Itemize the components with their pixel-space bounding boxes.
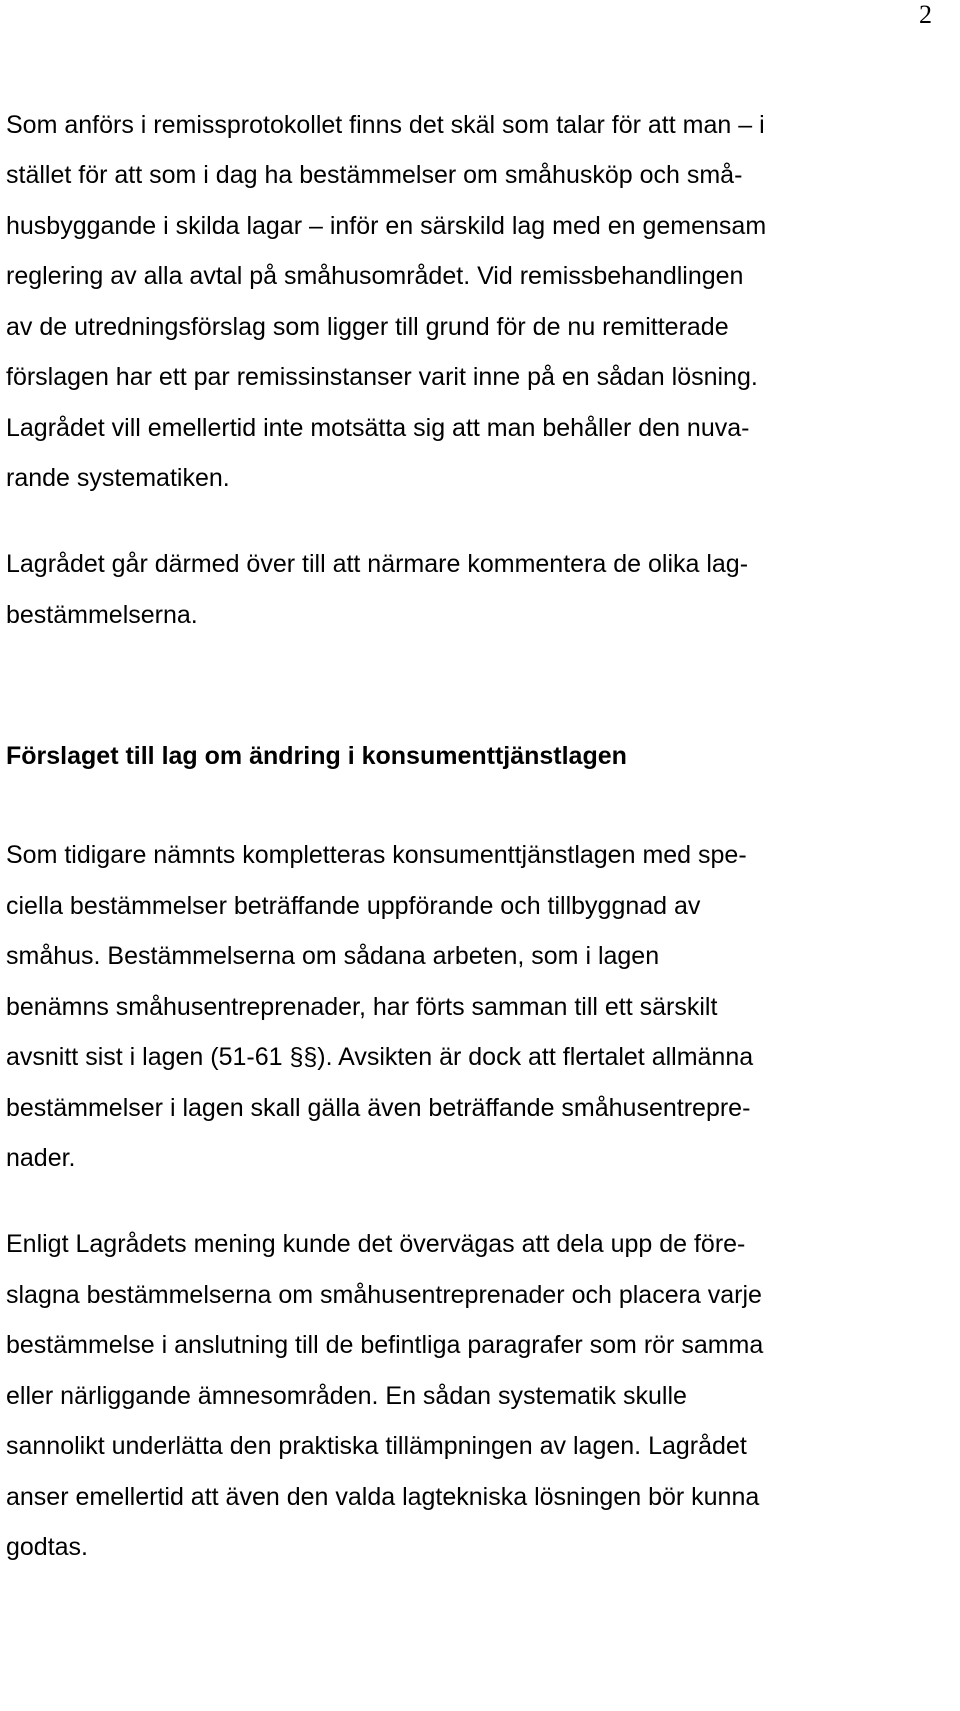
- text-line: rande systematiken.: [6, 464, 230, 492]
- section-heading: Förslaget till lag om ändring i konsumenttjänstlagen: [6, 742, 627, 770]
- text-line: bestämmelserna.: [6, 601, 198, 629]
- text-line: slagna bestämmelserna om småhusentreprenader och placera varje: [6, 1281, 762, 1309]
- text-line: småhus. Bestämmelserna om sådana arbeten, som i lagen: [6, 942, 660, 970]
- text-line: Som anförs i remissprotokollet finns det skäl som talar för att man – i: [6, 111, 765, 139]
- text-line: bestämmelser i lagen skall gälla även beträffande småhusentrepre-: [6, 1094, 751, 1122]
- text-line: ciella bestämmelser beträffande uppförande och tillbyggnad av: [6, 892, 701, 920]
- text-line: anser emellertid att även den valda lagtekniska lösningen bör kunna: [6, 1483, 760, 1511]
- text-line: eller närliggande ämnesområden. En sådan systematik skulle: [6, 1382, 687, 1410]
- text-line: bestämmelse i anslutning till de befintliga paragrafer som rör samma: [6, 1331, 764, 1359]
- text-line: Som tidigare nämnts kompletteras konsumenttjänstlagen med spe-: [6, 841, 747, 869]
- page-number: 2: [919, 0, 932, 29]
- text-line: avsnitt sist i lagen (51-61 §§). Avsikten är dock att flertalet allmänna: [6, 1043, 754, 1071]
- text-line: stället för att som i dag ha bestämmelser om småhusköp och små-: [6, 161, 743, 189]
- text-line: nader.: [6, 1144, 76, 1172]
- text-line: godtas.: [6, 1533, 89, 1561]
- text-line: husbyggande i skilda lagar – inför en särskild lag med en gemensam: [6, 212, 767, 240]
- text-line: Lagrådet går därmed över till att närmare kommentera de olika lag-: [6, 550, 749, 578]
- text-line: Lagrådet vill emellertid inte motsätta sig att man behåller den nuva-: [6, 414, 750, 442]
- text-line: sannolikt underlätta den praktiska tillämpningen av lagen. Lagrådet: [6, 1432, 747, 1460]
- text-line: förslagen har ett par remissinstanser varit inne på en sådan lösning.: [6, 363, 758, 391]
- text-line: benämns småhusentreprenader, har förts samman till ett särskilt: [6, 993, 718, 1021]
- text-line: Enligt Lagrådets mening kunde det övervägas att dela upp de före-: [6, 1230, 746, 1258]
- text-line: reglering av alla avtal på småhusområdet. Vid remissbehandlingen: [6, 262, 744, 290]
- text-line: av de utredningsförslag som ligger till grund för de nu remitterade: [6, 313, 729, 341]
